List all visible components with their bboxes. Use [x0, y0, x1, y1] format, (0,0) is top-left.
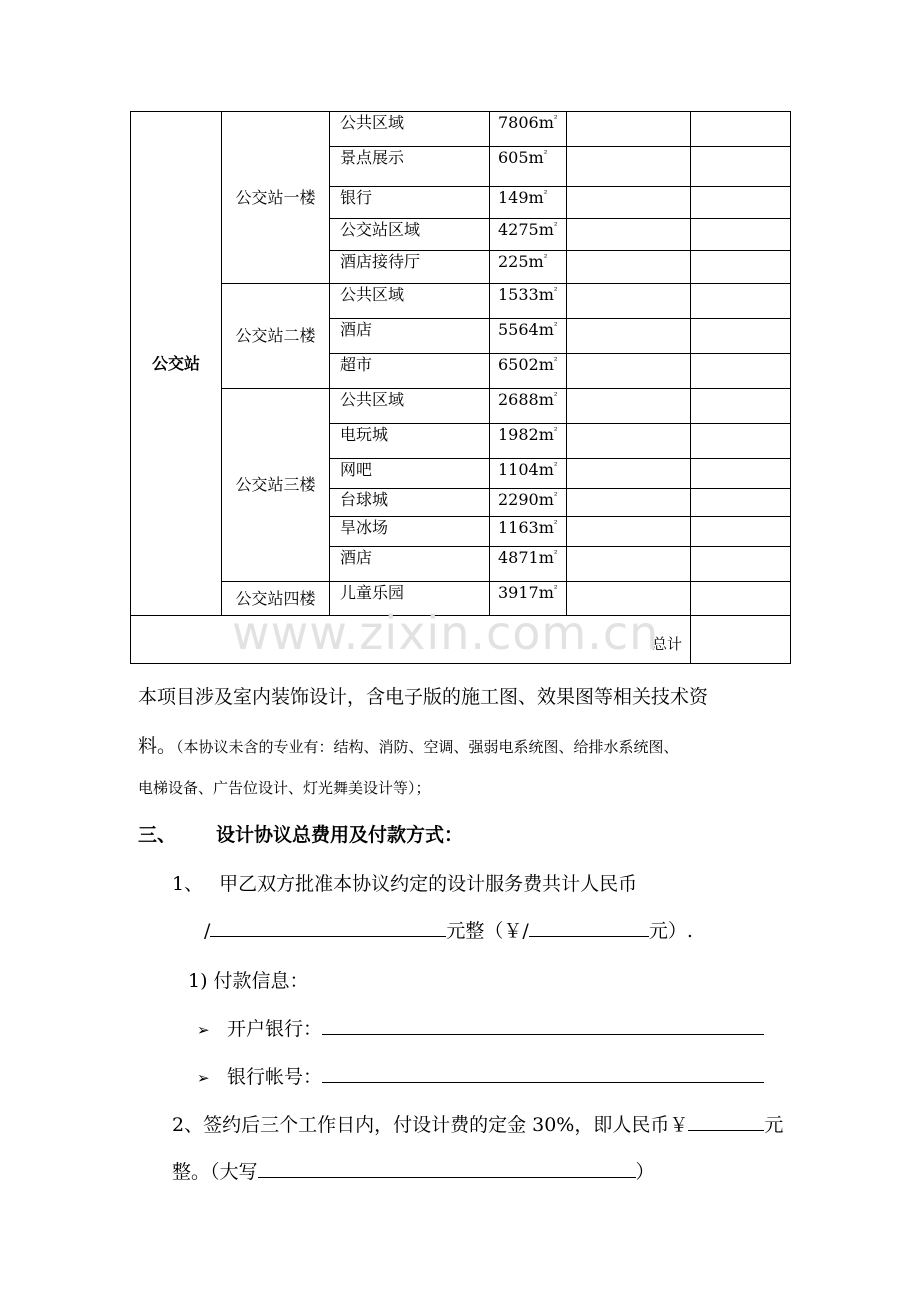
- area-name-cell: 电玩城: [330, 424, 490, 459]
- area-name-cell: 超市: [330, 354, 490, 389]
- blank-cell-a: [567, 489, 691, 517]
- table-row: [131, 284, 791, 319]
- blank-cell-b: [691, 489, 791, 517]
- blank-cell-b: [691, 251, 791, 284]
- blank-cell-b: [691, 147, 791, 187]
- table-row: [131, 112, 791, 147]
- section-3-heading: [138, 820, 463, 847]
- deposit-words-blank[interactable]: [258, 1159, 636, 1178]
- floor-cell: 公交站一楼: [222, 112, 330, 284]
- total-row: [131, 616, 791, 664]
- area-name-cell: 酒店: [330, 319, 490, 354]
- item-1-number: 1、: [172, 873, 204, 895]
- blank-cell-b: [691, 424, 791, 459]
- area-size-cell: $5564m^{^2}$: [490, 319, 567, 354]
- area-size-cell: $605m^{^2}$: [490, 147, 567, 187]
- blank-cell-b: [691, 112, 791, 147]
- area-name-cell: 酒店接待厅: [330, 251, 490, 284]
- amount-words-blank[interactable]: [210, 918, 446, 937]
- blank-cell-a: [567, 284, 691, 319]
- blank-cell-b: [691, 284, 791, 319]
- blank-cell-a: [567, 354, 691, 389]
- blank-cell-b: [691, 582, 791, 616]
- area-name-cell: 公交站区域: [330, 219, 490, 251]
- area-size-cell: $4275m^{^2}$: [490, 219, 567, 251]
- area-name-cell: 公共区域: [330, 284, 490, 319]
- item-1-text: 甲乙双方批准本协议约定的设计服务费共计人民币: [219, 873, 638, 895]
- item-2-line-1: 2、签约后三个工作日内，付设计费的定金 30%，即人民币￥ 元: [172, 1114, 784, 1136]
- arrow-bullet-icon: ➢: [197, 1021, 210, 1039]
- area-name-cell: 旱冰场: [330, 517, 490, 547]
- blank-cell-a: [567, 517, 691, 547]
- station-cell: 公交站: [131, 112, 222, 616]
- account-number-blank[interactable]: [322, 1064, 764, 1083]
- area-size-cell: $6502m^{^2}$: [490, 354, 567, 389]
- blank-cell-a: [567, 389, 691, 424]
- blank-cell-a: [567, 547, 691, 582]
- payment-info-label: 1) 付款信息：: [188, 970, 309, 992]
- total-label: 总计: [131, 616, 691, 664]
- deposit-amount-blank[interactable]: [688, 1112, 764, 1131]
- arrow-bullet-icon: ➢: [197, 1069, 210, 1087]
- area-name-cell: 酒店: [330, 547, 490, 582]
- account-line: [197, 1062, 764, 1089]
- area-size-cell: $7806m^{^2}$: [490, 112, 567, 147]
- area-name-cell: 景点展示: [330, 147, 490, 187]
- area-table: [130, 111, 791, 664]
- area-size-cell: $225m^{^2}$: [490, 251, 567, 284]
- table-row: [131, 582, 791, 616]
- area-name-cell: 网吧: [330, 459, 490, 489]
- section-title: 设计协议总费用及付款方式：: [216, 824, 464, 846]
- blank-cell-b: [691, 187, 791, 219]
- blank-cell-b: [691, 389, 791, 424]
- blank-cell-a: [567, 147, 691, 187]
- blank-cell-b: [691, 459, 791, 489]
- blank-cell-a: [567, 582, 691, 616]
- item-1: [172, 869, 637, 896]
- blank-cell-b: [691, 517, 791, 547]
- area-size-cell: $1104m^{^2}$: [490, 459, 567, 489]
- scope-line-1: 本项目涉及室内装饰设计，含电子版的施工图、效果图等相关技术资: [138, 686, 709, 708]
- area-name-cell: 公共区域: [330, 112, 490, 147]
- blank-cell-b: [691, 354, 791, 389]
- area-size-cell: $1533m^{^2}$: [490, 284, 567, 319]
- scope-line-2: 料。（本协议未含的专业有：结构、消防、空调、强弱电系统图、给排水系统图、: [138, 735, 679, 757]
- floor-cell: 公交站三楼: [222, 389, 330, 582]
- area-size-cell: $2290m^{^2}$: [490, 489, 567, 517]
- blank-cell-a: [567, 424, 691, 459]
- total-value-cell: [691, 616, 791, 664]
- scope-line-3: 电梯设备、广告位设计、灯光舞美设计等）；: [138, 779, 431, 797]
- area-size-cell: $2688m^{^2}$: [490, 389, 567, 424]
- table-row: [131, 389, 791, 424]
- blank-cell-a: [567, 187, 691, 219]
- area-name-cell: 台球城: [330, 489, 490, 517]
- blank-cell-a: [567, 112, 691, 147]
- area-name-cell: 儿童乐园: [330, 582, 490, 616]
- blank-cell-b: [691, 319, 791, 354]
- floor-cell: 公交站二楼: [222, 284, 330, 389]
- account-label: 银行帐号：: [227, 1066, 323, 1088]
- floor-cell: 公交站四楼: [222, 582, 330, 616]
- area-size-cell: $149m^{^2}$: [490, 187, 567, 219]
- amount-number-blank[interactable]: [529, 918, 649, 937]
- area-size-cell: $4871m^{^2}$: [490, 547, 567, 582]
- area-name-cell: 公共区域: [330, 389, 490, 424]
- section-number: 三、: [138, 824, 177, 846]
- blank-cell-b: [691, 547, 791, 582]
- blank-cell-a: [567, 459, 691, 489]
- blank-cell-a: [567, 219, 691, 251]
- blank-cell-a: [567, 319, 691, 354]
- bank-label: 开户银行：: [227, 1018, 323, 1040]
- amount-line: / 元整（￥/ 元）.: [204, 920, 693, 942]
- area-size-cell: $1163m^{^2}$: [490, 517, 567, 547]
- area-size-cell: $3917m^{^2}$: [490, 582, 567, 616]
- area-size-cell: $1982m^{^2}$: [490, 424, 567, 459]
- item-2-line-2: 整。（大写 ）: [172, 1161, 655, 1183]
- area-name-cell: 银行: [330, 187, 490, 219]
- blank-cell-a: [567, 251, 691, 284]
- watermark: www.zixin.com.cn: [232, 606, 660, 660]
- blank-cell-b: [691, 219, 791, 251]
- bank-name-blank[interactable]: [322, 1016, 764, 1035]
- bank-line: [197, 1014, 764, 1041]
